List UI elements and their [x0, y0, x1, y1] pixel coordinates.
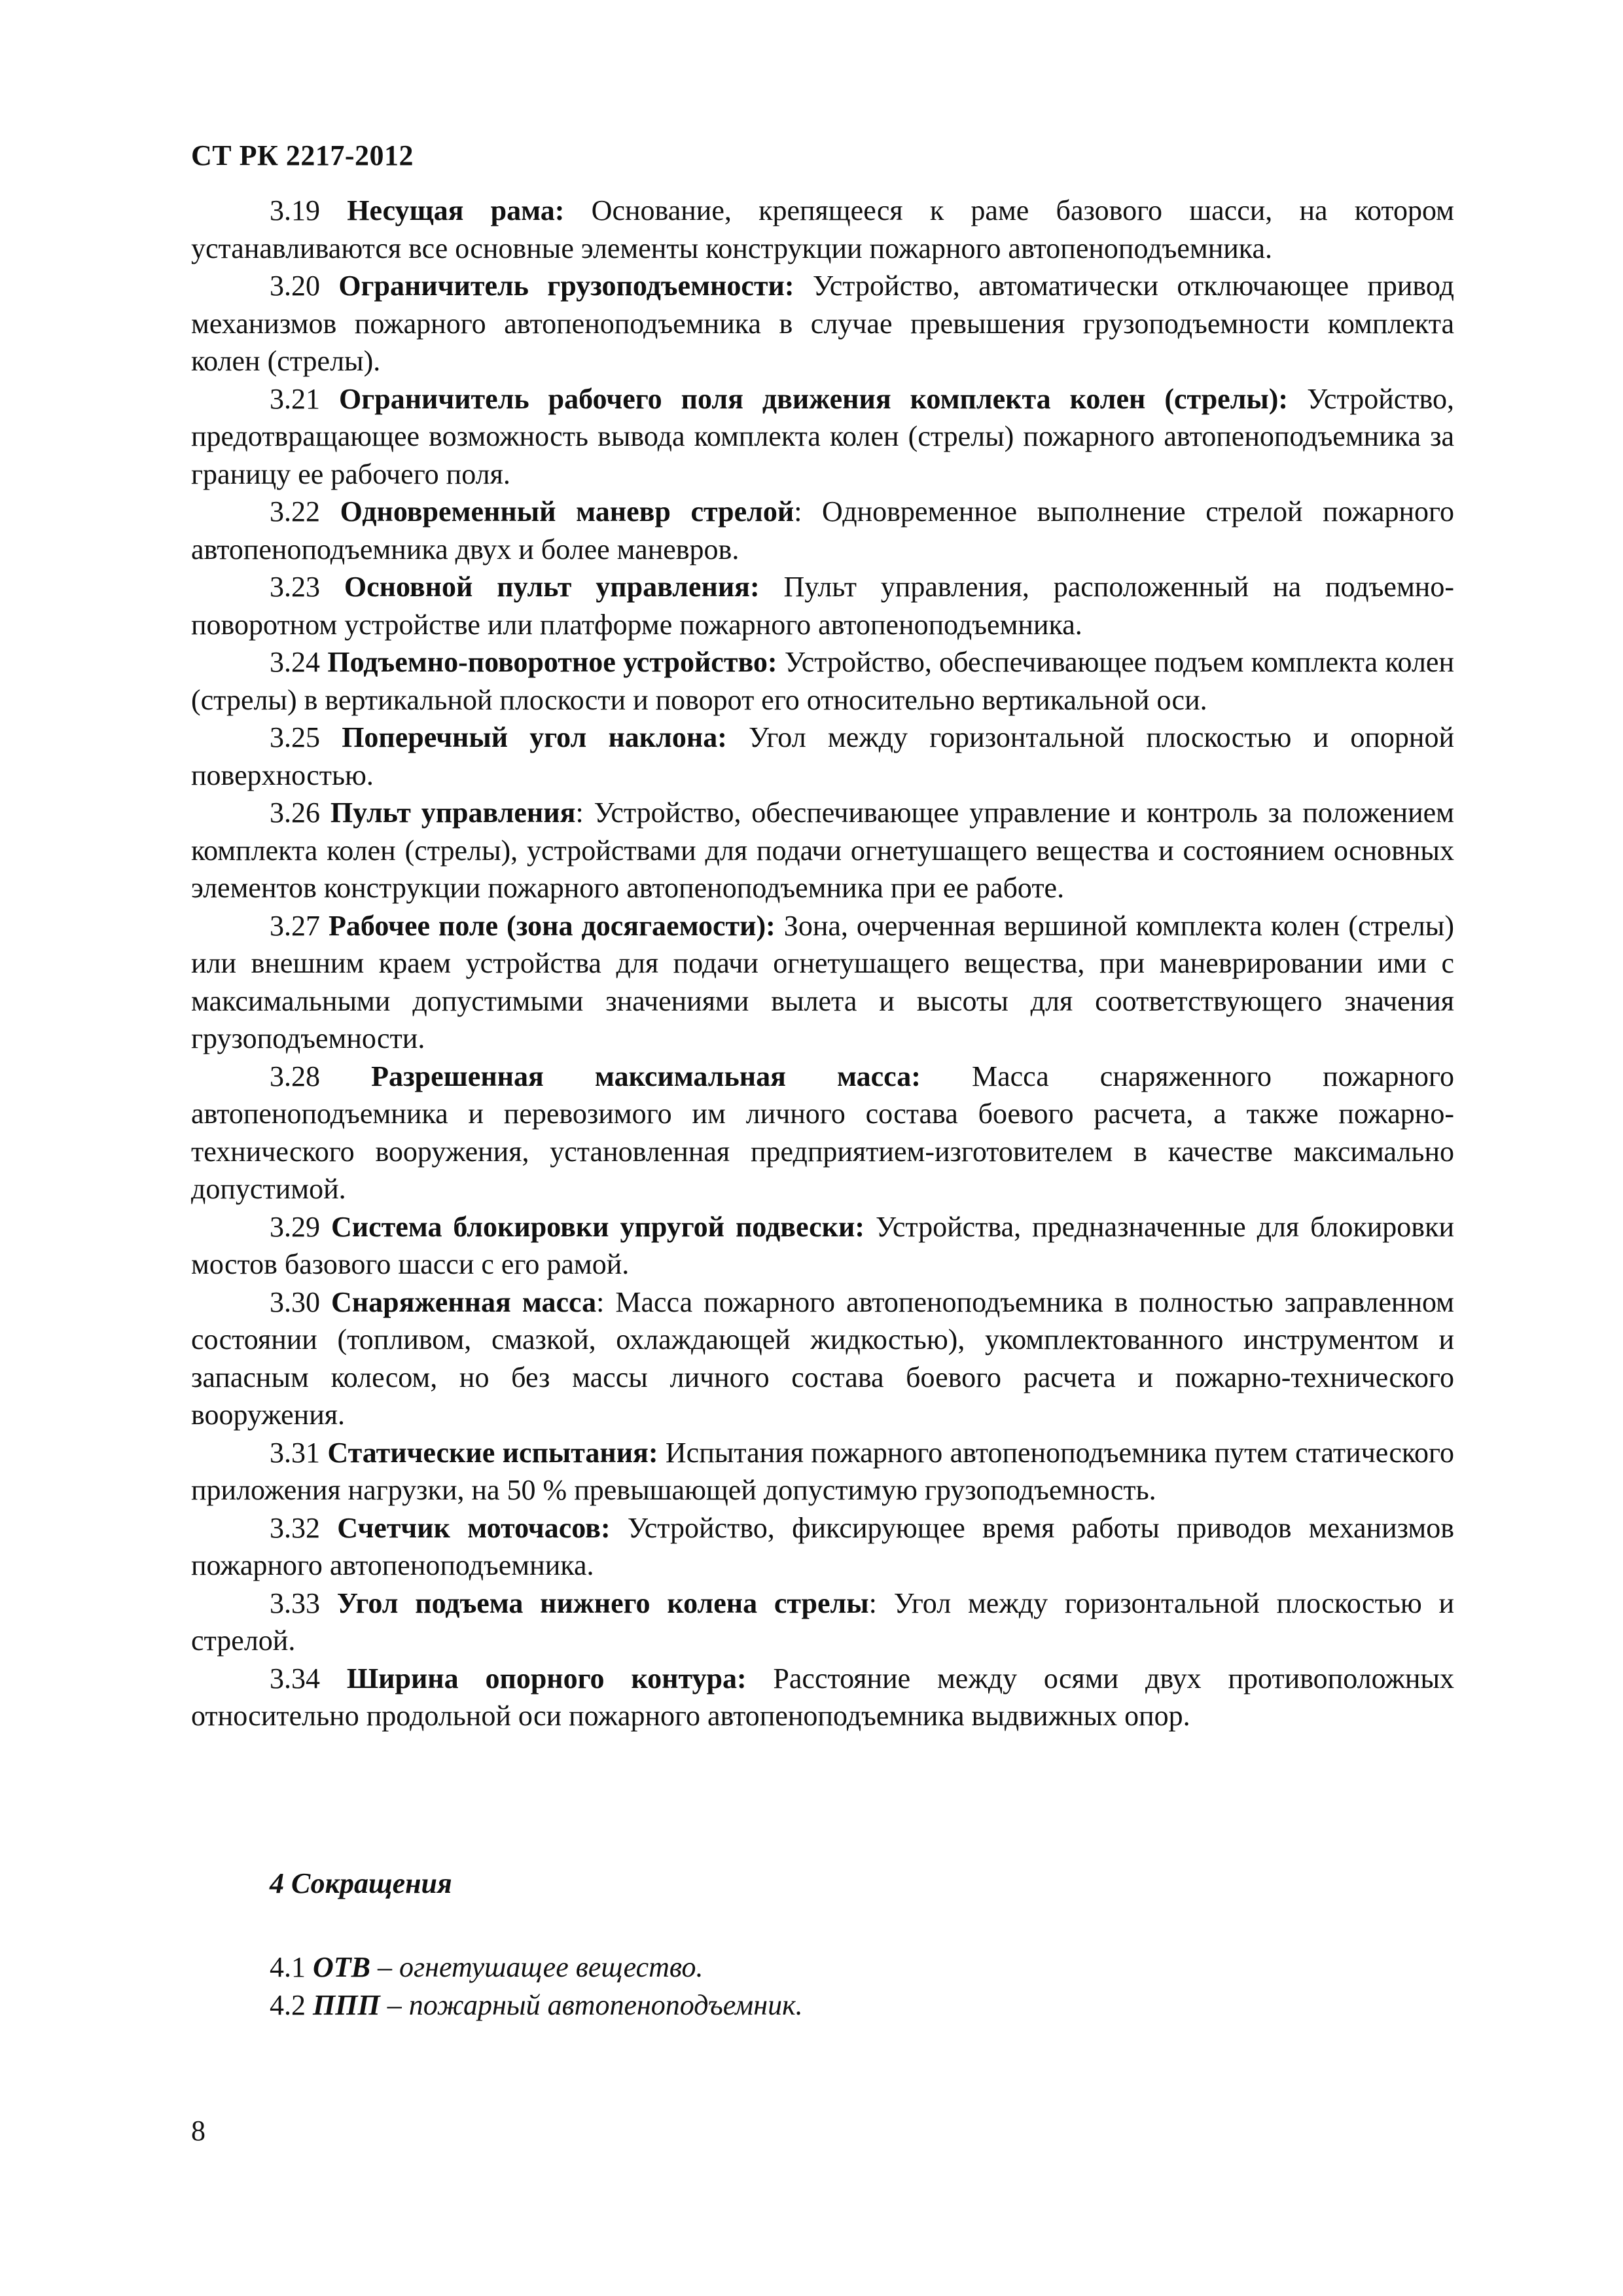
section-number: 4 [270, 1867, 284, 1899]
abbreviation-definition: – пожарный автопеноподъемник. [380, 1989, 803, 2021]
term-3-19 [191, 192, 1454, 267]
term-number: 3.31 [270, 1436, 320, 1469]
term-name: Подъемно-поворотное устройство: [327, 646, 777, 678]
term-3-32 [191, 1509, 1454, 1585]
term-definition: : Угол между горизонтальной плоскостью и стрелой. [191, 1587, 1455, 1657]
term-definition: : Масса пожарного автопеноподъемника в полностью заправленном состоянии (топливом, смазкой, охлаждающей жидкостью), укомплектованного инструментом и запасным колесом, но без массы личного состава боевого расчета и пожарно-технического вооружения. [191, 1285, 1454, 1431]
term-name: Основной пульт управления: [344, 571, 760, 603]
term-number: 3.25 [270, 721, 320, 753]
term-name: Разрешенная максимальная масса: [371, 1060, 921, 1092]
term-definition: Устройство, обеспечивающее подъем комплекта колен (стрелы) в вертикальной плоскости и поворот его относительно вертикальной оси. [191, 646, 1454, 716]
term-name: Угол подъема нижнего колена стрелы [336, 1587, 869, 1619]
term-number: 3.24 [270, 646, 320, 678]
term-definition: Устройство, предотвращающее возможность вывода комплекта колен (стрелы) пожарного автопеноподъемника за границу ее рабочего поля. [191, 382, 1455, 490]
term-name: Одновременный маневр стрелой [340, 495, 794, 528]
term-definition: Основание, крепящееся к раме базового шасси, на котором устанавливаются все основные элементы конструкции пожарного автопеноподъемника. [191, 194, 1455, 264]
abbreviations-list [270, 1948, 803, 2024]
term-number: 3.29 [270, 1210, 320, 1243]
term-name: Несущая рама: [347, 194, 565, 226]
term-name: Поперечный угол наклона: [342, 721, 727, 753]
term-3-22 [191, 493, 1454, 568]
term-number: 3.26 [270, 797, 320, 829]
term-definition: Зона, очерченная вершиной комплекта колен (стрелы) или внешним краем устройства для подачи огнетушащего вещества, при маневрировании ими с максимальными допустимыми значениями вылета и высоты для соответствующего значения грузоподъемности. [191, 909, 1454, 1054]
term-3-29 [191, 1208, 1454, 1283]
term-3-30 [191, 1283, 1454, 1434]
term-name: Статические испытания: [327, 1436, 658, 1469]
term-number: 3.21 [270, 382, 320, 415]
definitions-block [191, 192, 1454, 1735]
abbreviation: ППП [313, 1989, 380, 2021]
term-name: Ограничитель грузоподъемности: [338, 270, 794, 302]
term-name: Система блокировки упругой подвески: [330, 1210, 865, 1243]
term-number: 3.27 [270, 909, 320, 942]
term-definition: : Одновременное выполнение стрелой пожарного автопеноподъемника двух и более маневров. [191, 495, 1455, 565]
term-definition: Расстояние между осями двух противоположных относительно продольной оси пожарного автопеноподъемника выдвижных опор. [191, 1662, 1454, 1732]
term-number: 3.32 [270, 1511, 320, 1544]
term-name: Ограничитель рабочего поля движения комплекта колен (стрелы): [339, 382, 1289, 415]
term-definition: Масса снаряженного пожарного автопеноподъемника и перевозимого им личного состава боевого расчета, а также пожарно-технического вооружения, установленная предприятием-изготовителем в качестве максимально допустимой. [191, 1060, 1454, 1205]
term-number: 3.30 [270, 1285, 320, 1318]
term-name: Ширина опорного контура: [346, 1662, 747, 1695]
term-3-26 [191, 794, 1454, 907]
term-3-25 [191, 719, 1454, 794]
term-3-20 [191, 267, 1454, 380]
abbreviation-item [270, 1986, 803, 2024]
term-number: 3.23 [270, 571, 320, 603]
term-3-34 [191, 1660, 1454, 1735]
term-definition: : Устройство, обеспечивающее управление и контроль за положением комплекта колен (стрелы), устройствами для подачи огнетушащего вещества и состоянием основных элементов конструкции пожарного автопеноподъемника при ее работе. [191, 797, 1455, 904]
term-definition: Угол между горизонтальной плоскостью и опорной поверхностью. [191, 721, 1455, 791]
abbreviation-item [270, 1948, 803, 1986]
term-definition: Пульт управления, расположенный на подъемно-поворотном устройстве или платформе пожарного автопеноподъемника. [191, 571, 1455, 641]
abbreviation: ОТВ [313, 1951, 370, 1983]
term-definition: Устройства, предназначенные для блокировки мостов базового шасси с его рамой. [191, 1210, 1454, 1280]
term-number: 3.19 [270, 194, 320, 226]
term-name: Снаряженная масса [331, 1285, 597, 1318]
term-3-27 [191, 907, 1454, 1058]
abbreviation-number: 4.1 [270, 1951, 306, 1983]
term-3-28 [191, 1058, 1454, 1208]
term-name: Пульт управления [330, 797, 576, 829]
term-definition: Устройство, фиксирующее время работы приводов механизмов пожарного автопеноподъемника. [191, 1511, 1454, 1581]
term-3-24 [191, 643, 1454, 719]
page-number: 8 [191, 2115, 205, 2147]
term-name: Счетчик моточасов: [337, 1511, 611, 1544]
section-heading [270, 1867, 452, 1900]
term-number: 3.33 [270, 1587, 320, 1619]
abbreviation-definition: – огнетушащее вещество. [370, 1951, 704, 1983]
term-number: 3.34 [270, 1662, 320, 1695]
term-3-23 [191, 568, 1454, 643]
term-3-33 [191, 1585, 1454, 1660]
term-definition: Устройство, автоматически отключающее привод механизмов пожарного автопеноподъемника в случае превышения грузоподъемности комплекта колен (стрелы). [191, 270, 1455, 377]
term-definition: Испытания пожарного автопеноподъемника путем статического приложения нагрузки, на 50 % превышающей допустимую грузоподъемность. [191, 1436, 1455, 1506]
standard-header: СТ РК 2217-2012 [191, 139, 414, 171]
term-name: Рабочее поле (зона досягаемости): [329, 909, 776, 942]
section-title: Сокращения [291, 1867, 452, 1899]
term-number: 3.28 [270, 1060, 320, 1092]
term-3-31 [191, 1434, 1454, 1509]
abbreviation-number: 4.2 [270, 1989, 306, 2021]
term-number: 3.22 [270, 495, 320, 528]
term-number: 3.20 [270, 270, 320, 302]
term-3-21 [191, 380, 1454, 493]
